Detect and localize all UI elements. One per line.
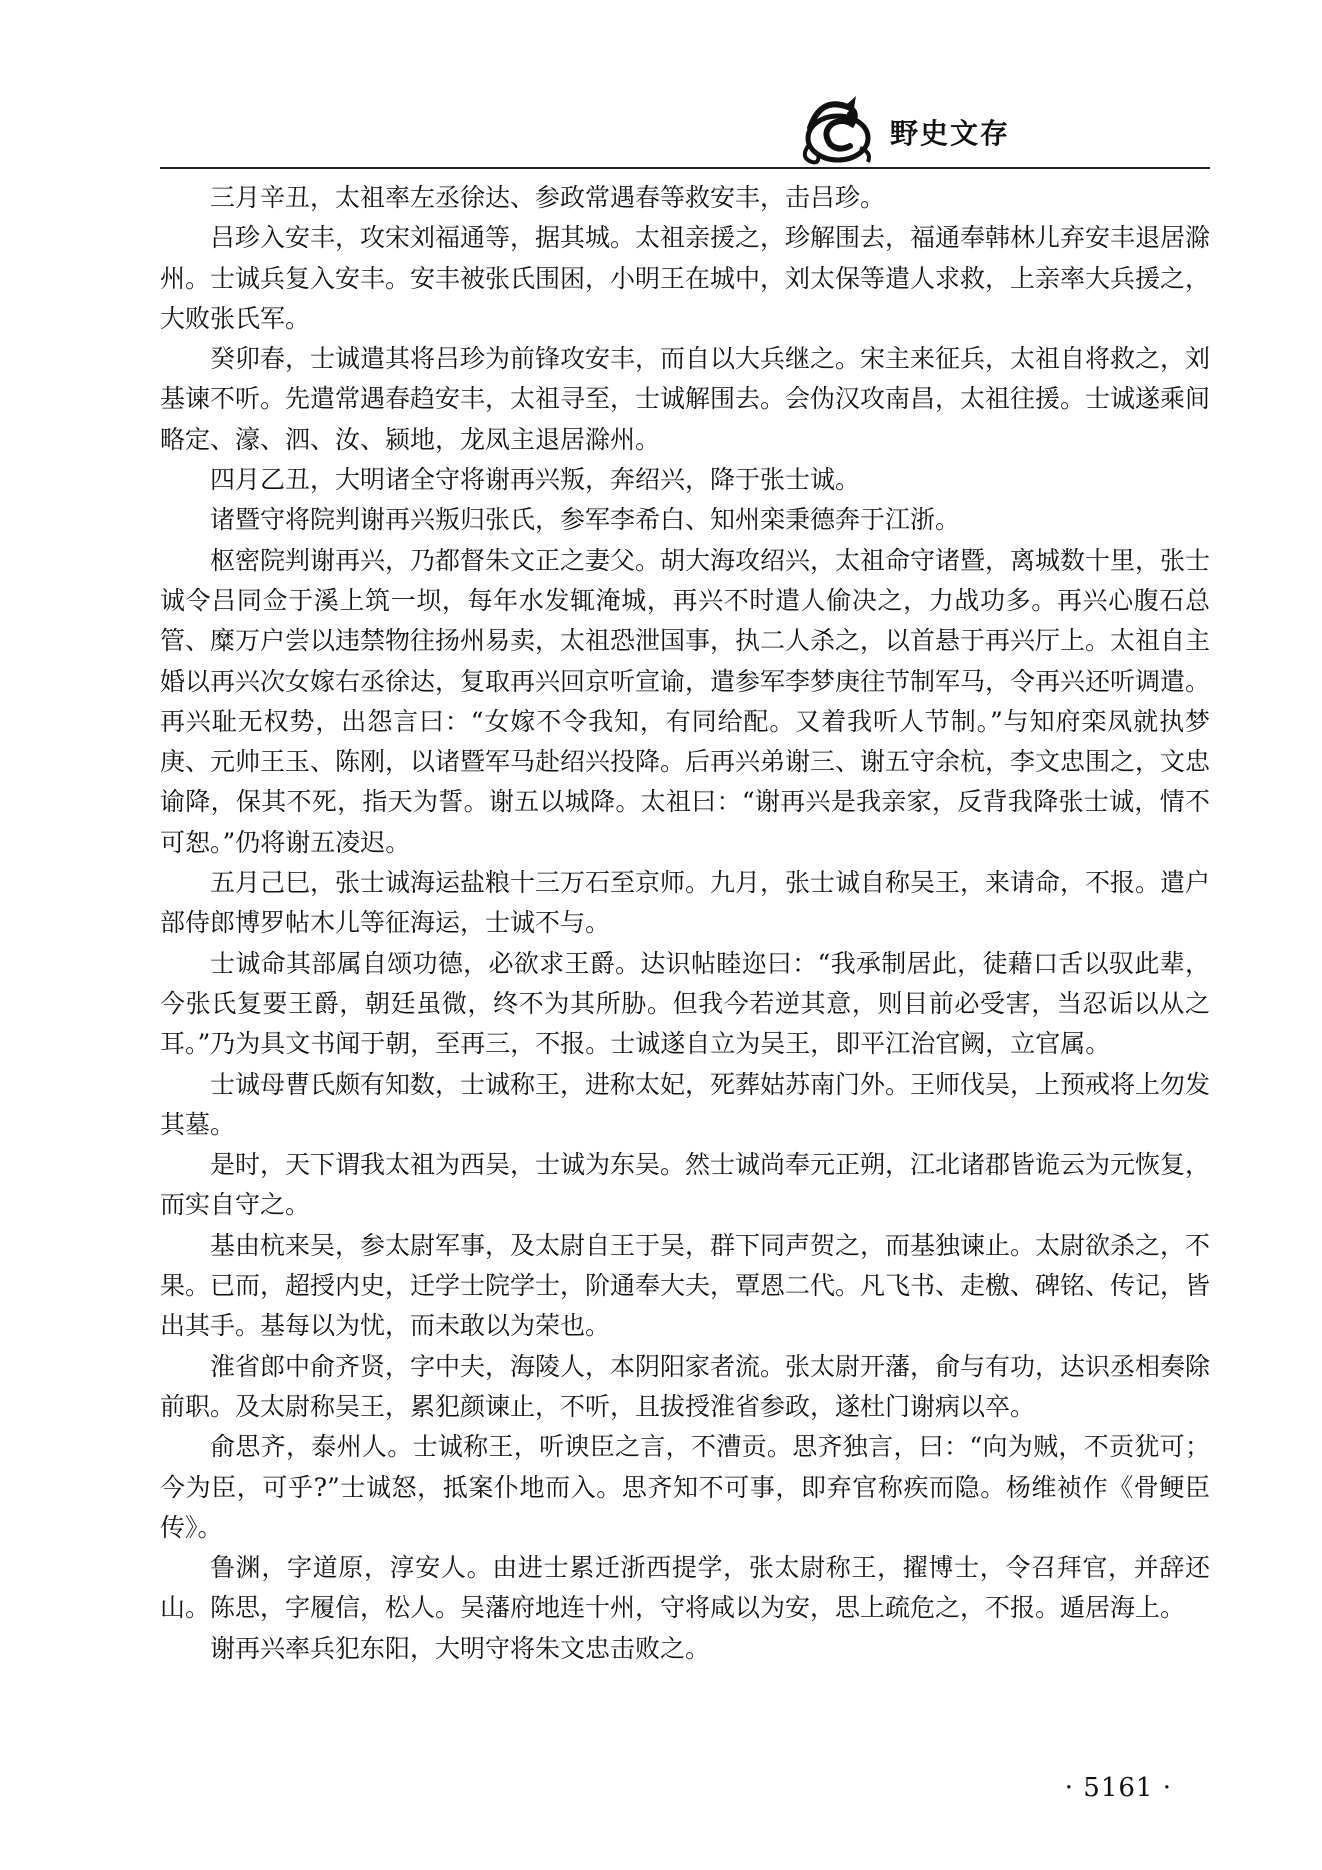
paragraph: 诸暨守将院判谢再兴叛归张氏，参军李希白、知州栾秉德奔于江浙。 <box>210 505 961 535</box>
paragraph: 吕珍入安丰，攻宋刘福通等，据其城。太祖亲援之，珍解围去，福通奉韩林儿弃安丰退居滁州。士诚兵复入安丰。安丰被张氏围困，小明王在城中，刘太保等遣人求救，上亲率大兵援之，大败张氏军。 <box>160 223 1211 333</box>
paragraph: 是时，天下谓我太祖为西吴，士诚为东吴。然士诚尚奉元正朔，江北诸郡皆诡云为元恢复，而实自守之。 <box>160 1150 1211 1220</box>
header-rule <box>160 167 1210 169</box>
paragraph: 枢密院判谢再兴，乃都督朱文正之妻父。胡大海攻绍兴，太祖命守诸暨，离城数十里，张士诚令吕同佥于溪上筑一坝，每年水发辄淹城，再兴不时遣人偷决之，力战功多。再兴心腹石总管、糜万户尝以违禁物往扬州易卖，太祖恐泄国事，执二人杀之，以首悬于再兴厅上。太祖自主婚以再兴次女嫁右丞徐达，复取再兴回京听宣谕，遣参军李梦庚往节制军马，令再兴还听调遣。再兴耻无权势，出怨言曰：“女嫁不令我知，有同给配。又着我听人节制。”与知府栾凤就执梦庚、元帅王玉、陈刚，以诸暨军马赴绍兴投降。后再兴弟谢三、谢五守余杭，李文忠围之，文忠谕降，保其不死，指天为誓。谢五以城降。太祖曰：“谢再兴是我亲家，反背我降张士诚，情不可恕。”仍将谢五凌迟。 <box>160 545 1211 857</box>
page-header <box>790 88 1210 168</box>
paragraph: 俞思齐，泰州人。士诚称王，听谀臣之言，不漕贡。思齐独言，曰：“向为贼，不贡犹可；今为臣，可乎?”士诚怒，抵案仆地而入。思齐知不可事，即弃官称疾而隐。杨维祯作《骨鲠臣传》。 <box>160 1432 1210 1542</box>
paragraph: 士诚命其部属自颂功德，必欲求王爵。达识帖睦迩曰：“我承制居此，徒藉口舌以驭此辈，今张氏复要王爵，朝廷虽微，终不为其所胁。但我今若逆其意，则目前必受害，当忍诟以从之耳。”乃为具文书闻于朝，至再三，不报。士诚遂自立为吴王，即平江治官阙，立官属。 <box>160 948 1210 1059</box>
paragraph: 谢再兴率兵犯东阳，大明守将朱文忠击败之。 <box>210 1633 711 1663</box>
paragraph: 癸卯春，士诚遣其将吕珍为前锋攻安丰，而自以大兵继之。宋主来征兵，太祖自将救之，刘基谏不听。先遣常遇春趋安丰，太祖寻至，士诚解围去。会伪汉攻南昌，太祖往援。士诚遂乘间略定、濠、泗、汝、颍地，龙凤主退居滁州。 <box>160 344 1211 454</box>
paragraph: 基由杭来吴，参太尉军事，及太尉自王于吴，群下同声贺之，而基独谏止。太尉欲杀之，不果。已而，超授内史，迁学士院学士，阶通奉大夫，覃恩二代。凡飞书、走檄、碑铭、传记，皆出其手。基每以为忧，而未敢以为荣也。 <box>160 1230 1211 1341</box>
series-title: 野史文存 <box>890 117 1011 150</box>
page-number: · 5161 · <box>1064 1773 1172 1803</box>
paragraph: 淮省郎中俞齐贤，字中夫，海陵人，本阴阳家者流。张太尉开藩，俞与有功，达识丞相奏除前职。及太尉称吴王，累犯颜谏止，不听，且拔授淮省参政，遂杜门谢病以卒。 <box>160 1351 1211 1421</box>
article-body <box>160 178 1210 1669</box>
paragraph: 士诚母曹氏颇有知数，士诚称王，进称太妃，死葬姑苏南门外。王师伐吴，上预戒将上勿发其墓。 <box>160 1069 1211 1139</box>
paragraph: 五月己巳，张士诚海运盐粮十三万石至京师。九月，张士诚自称吴王，来请命，不报。遣户部侍郎博罗帖木儿等征海运，士诚不与。 <box>160 868 1211 938</box>
paragraph: 四月乙丑，大明诸全守将谢再兴叛，奔绍兴，降于张士诚。 <box>210 465 861 495</box>
paragraph: 三月辛丑，太祖率左丞徐达、参政常遇春等救安丰，击吕珍。 <box>210 183 886 212</box>
paragraph: 鲁渊，字道原，淳安人。由进士累迁浙西提学，张太尉称王，擢博士，令召拜官，并辞还山。陈思，字履信，松人。吴藩府地连十州，守将咸以为安，思上疏危之，不报。遁居海上。 <box>160 1553 1210 1623</box>
dragon-emblem-icon <box>790 88 880 168</box>
